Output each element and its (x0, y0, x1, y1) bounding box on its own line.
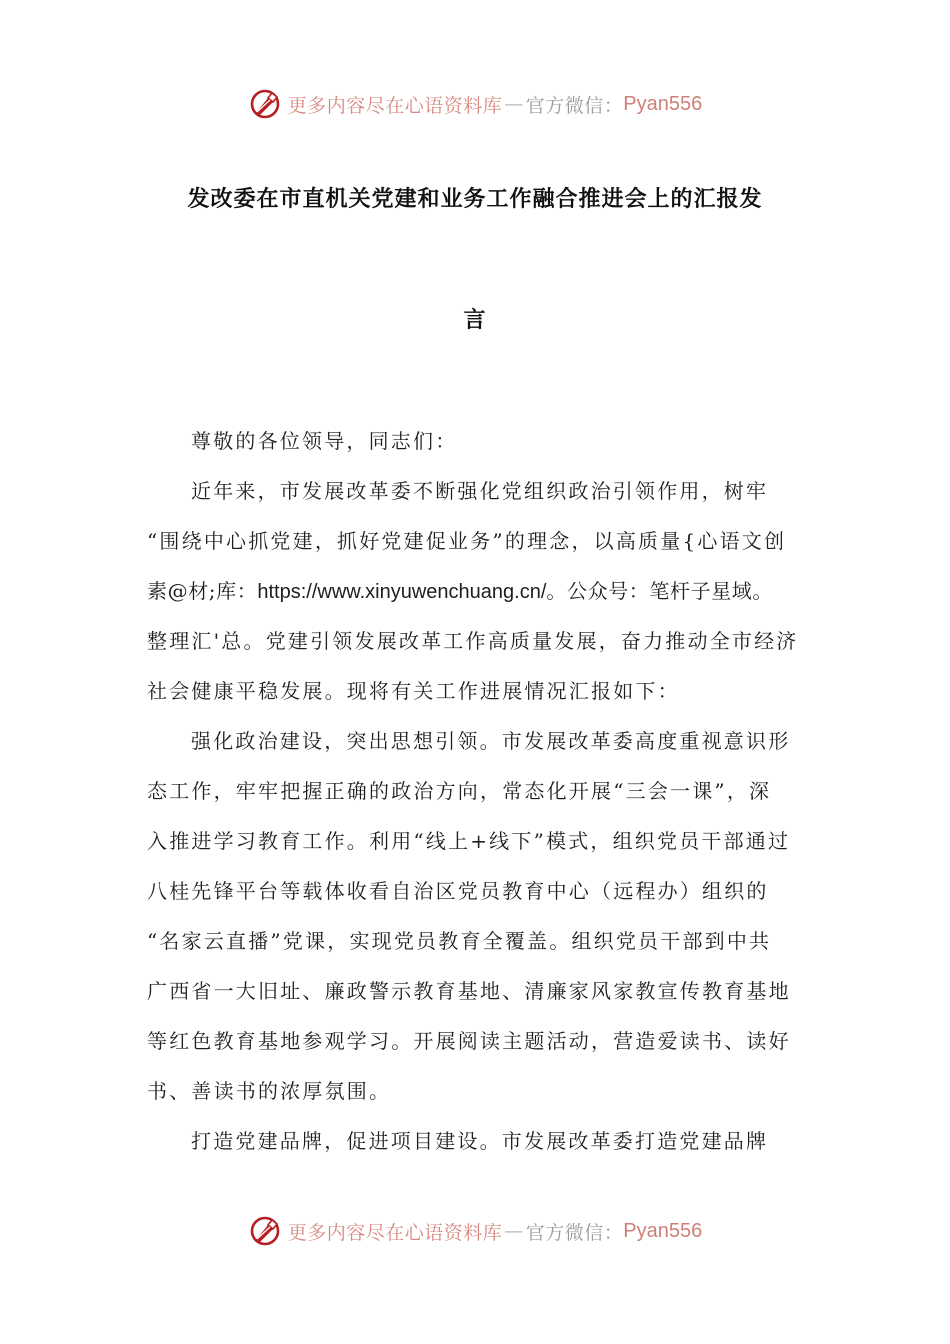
document-body (147, 416, 812, 1166)
document-title-line-1: 发改委在市直机关党建和业务工作融合推进会上的汇报发 (187, 186, 763, 212)
header-watermark (0, 84, 950, 124)
paragraph-text: 素@材;库： (147, 579, 258, 603)
paragraph-line: 态工作，牢牢把握正确的政治方向，常态化开展“三会一课”，深 (147, 779, 772, 803)
paragraph-line: “名家云直播”党课，实现党员教育全覆盖。组织党员干部到中共 (147, 929, 772, 953)
watermark-contact-label: 官方微信： (525, 94, 624, 117)
paragraph-line: 社会健康平稳发展。现将有关工作进展情况汇报如下： (147, 679, 680, 703)
watermark-main-text: 更多内容尽在心语资料库 (287, 1221, 503, 1244)
paragraph-line: 打造党建品牌，促进项目建设。市发展改革委打造党建品牌 (191, 1129, 769, 1153)
pen-nib-logo-icon (248, 1214, 282, 1248)
pen-nib-logo-icon (248, 87, 282, 121)
salutation-line: 尊敬的各位领导，同志们： (191, 429, 458, 453)
footer-watermark (0, 1211, 950, 1251)
watermark-contact-label: 官方微信： (525, 1221, 624, 1244)
paragraph-text: 。公众号：笔杆子星域。 (546, 579, 773, 603)
watermark-main-text: 更多内容尽在心语资料库 (287, 94, 503, 117)
website-link[interactable]: https://www.xinyuwenchuang.cn/ (257, 581, 547, 603)
paragraph-line: 广西省一大旧址、廉政警示教育基地、清廉家风家教宣传教育基地 (147, 979, 791, 1003)
paragraph-line: 入推进学习教育工作。利用“线上+线下”模式，组织党员干部通过 (147, 829, 791, 853)
paragraph-line: 八桂先锋平台等载体收看自治区党员教育中心（远程办）组织的 (147, 879, 769, 903)
watermark-account: Pyan556 (623, 92, 703, 115)
paragraph-line: 近年来，市发展改革委不断强化党组织政治引领作用，树牢 (191, 479, 769, 503)
paragraph-line: 等红色教育基地参观学习。开展阅读主题活动，营造爱读书、读好 (147, 1029, 791, 1053)
paragraph-line: 书、善读书的浓厚氛围。 (147, 1079, 392, 1103)
watermark-account: Pyan556 (623, 1219, 703, 1242)
watermark-separator: — (504, 1220, 524, 1242)
paragraph-line: 整理汇'总。党建引领发展改革工作高质量发展，奋力推动全市经济 (147, 629, 799, 653)
paragraph-line: 强化政治建设，突出思想引领。市发展改革委高度重视意识形 (191, 729, 791, 753)
paragraph-line: “围绕中心抓党建，抓好党建促业务”的理念，以高质量{心语文创 (147, 529, 787, 553)
watermark-separator: — (504, 93, 524, 115)
paragraph-line (147, 566, 812, 616)
document-title-line-2: 言 (463, 307, 487, 333)
